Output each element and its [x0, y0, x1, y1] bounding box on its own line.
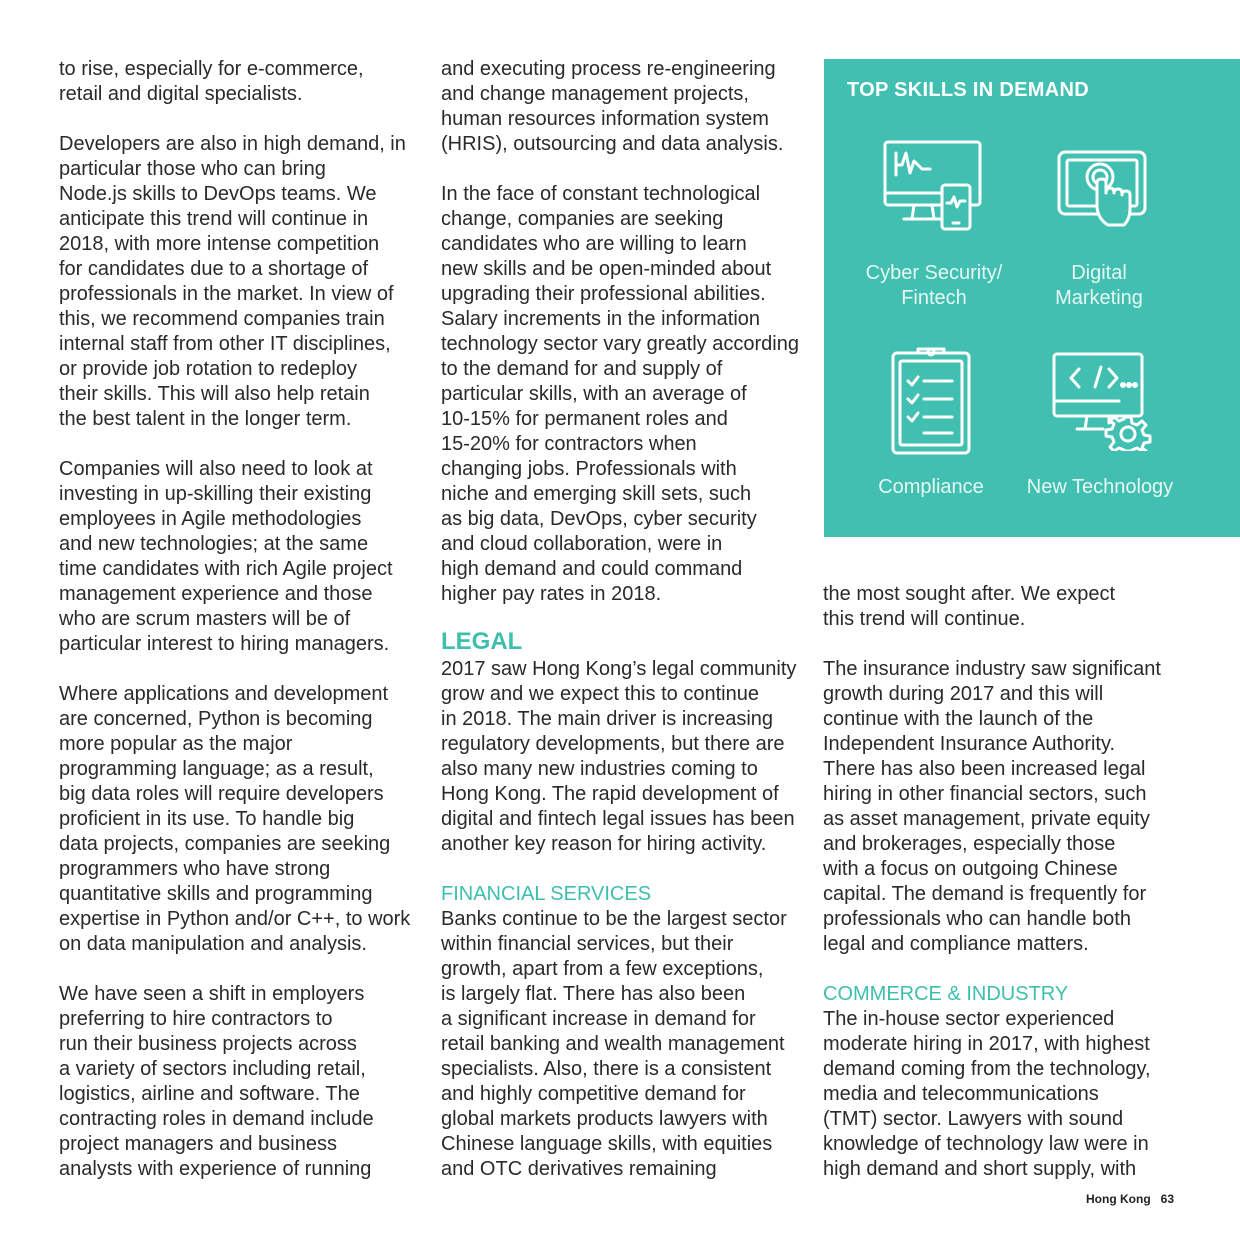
- paragraph: The insurance industry saw significant growth during 2017 and this will continue with the launch of the Independent Insurance Authority. There has also been increased legal hiring in other financial sectors, such as asset management, private equity and brokerages, especially those with a focus on outgoing Chinese capital. The demand is frequently for professionals who can handle both legal and compliance matters.: [823, 658, 1161, 955]
- page-footer: [1086, 1192, 1174, 1206]
- monitor-chart-icon: [882, 139, 984, 231]
- skill-label-compliance: Compliance: [878, 476, 984, 498]
- paragraph: The in-house sector experienced moderate hiring in 2017, with highest demand coming from the technology, media and telecommunications (TMT) sector. Lawyers with sound knowledge of technology law were in high demand and short supply, with: [823, 1008, 1151, 1180]
- tablet-touch-icon: [1056, 149, 1150, 229]
- code-monitor-gear-icon: [1051, 351, 1155, 451]
- subheading-financial-services: FINANCIAL SERVICES: [441, 883, 652, 905]
- paragraph: Developers are also in high demand, in particular those who can bring Node.js skills to DevOps teams. We anticipate this trend will continue in 2018, with more intense competition for candidates due to a shortage of professionals in the market. In view of this, we recommend companies train internal staff from other IT disciplines, or provide job rotation to redeploy their skills. This will also help retain the best talent in the longer term.: [59, 133, 406, 430]
- paragraph: 2017 saw Hong Kong’s legal community grow and we expect this to continue in 2018. The main driver is increasing regulatory developments, but there are also many new industries coming to Hong Kong. The rapid development of digital and fintech legal issues has been another key reason for hiring activity.: [441, 658, 797, 855]
- footer-location: Hong Kong: [1086, 1192, 1151, 1206]
- paragraph: Banks continue to be the largest sector within financial services, but their growth, apart from a few exceptions, is largely flat. There has also been a significant increase in demand for retail banking and wealth management specialists. Also, there is a consistent and highly competitive demand for global markets products lawyers with Chinese language skills, with equities and OTC derivatives remaining: [441, 908, 787, 1180]
- subheading-commerce-industry: COMMERCE & INDUSTRY: [823, 983, 1069, 1005]
- page-number: 63: [1160, 1192, 1175, 1206]
- skill-label-cyber-security: Cyber Security/ Fintech: [865, 262, 1003, 309]
- paragraph: We have seen a shift in employers preferring to hire contractors to run their business projects across a variety of sectors including retail, logistics, airline and software. The contracting roles in demand include project managers and business analysts with experience of running: [59, 983, 374, 1180]
- skills-panel-title: TOP SKILLS IN DEMAND: [847, 79, 1089, 101]
- paragraph: In the face of constant technological change, companies are seeking candidates who are willing to learn new skills and be open-minded about upgrading their professional abilities. Salary increments in the information technology sector vary greatly according to the demand for and supply of particular skills, with an average of 10-15% for permanent roles and 15-20% for contractors when changing jobs. Professionals with niche and emerging skill sets, such as big data, DevOps, cyber security and cloud collaboration, were in high demand and could command higher pay rates in 2018.: [441, 183, 799, 605]
- article-column-2: [441, 57, 803, 1182]
- article-column-3: [823, 582, 1183, 1182]
- paragraph: Companies will also need to look at investing in up-skilling their existing employees in Agile methodologies and new technologies; at the same time candidates with rich Agile project management experience and those who are scrum masters will be of particular interest to hiring managers.: [59, 458, 393, 655]
- section-heading-legal: LEGAL: [441, 628, 523, 655]
- paragraph: to rise, especially for e-commerce, retail and digital specialists.: [59, 58, 364, 105]
- skill-label-digital-marketing: Digital Marketing: [1055, 262, 1143, 309]
- article-column-1: [59, 57, 419, 1182]
- top-skills-panel: [824, 59, 1240, 537]
- paragraph: Where applications and development are concerned, Python is becoming more popular as the major programming language; as a result, big data roles will require developers proficient in its use. To handle big data projects, companies are seeking programmers who have strong quantitative skills and programming expertise in Python and/or C++, to work on data manipulation and analysis.: [59, 683, 411, 955]
- clipboard-checklist-icon: [890, 345, 972, 457]
- paragraph: and executing process re-engineering and change management projects, human resources information system (HRIS), outsourcing and data analysis.: [441, 58, 784, 155]
- skill-label-new-technology: New Technology: [1026, 476, 1174, 498]
- paragraph: the most sought after. We expect this trend will continue.: [823, 583, 1116, 630]
